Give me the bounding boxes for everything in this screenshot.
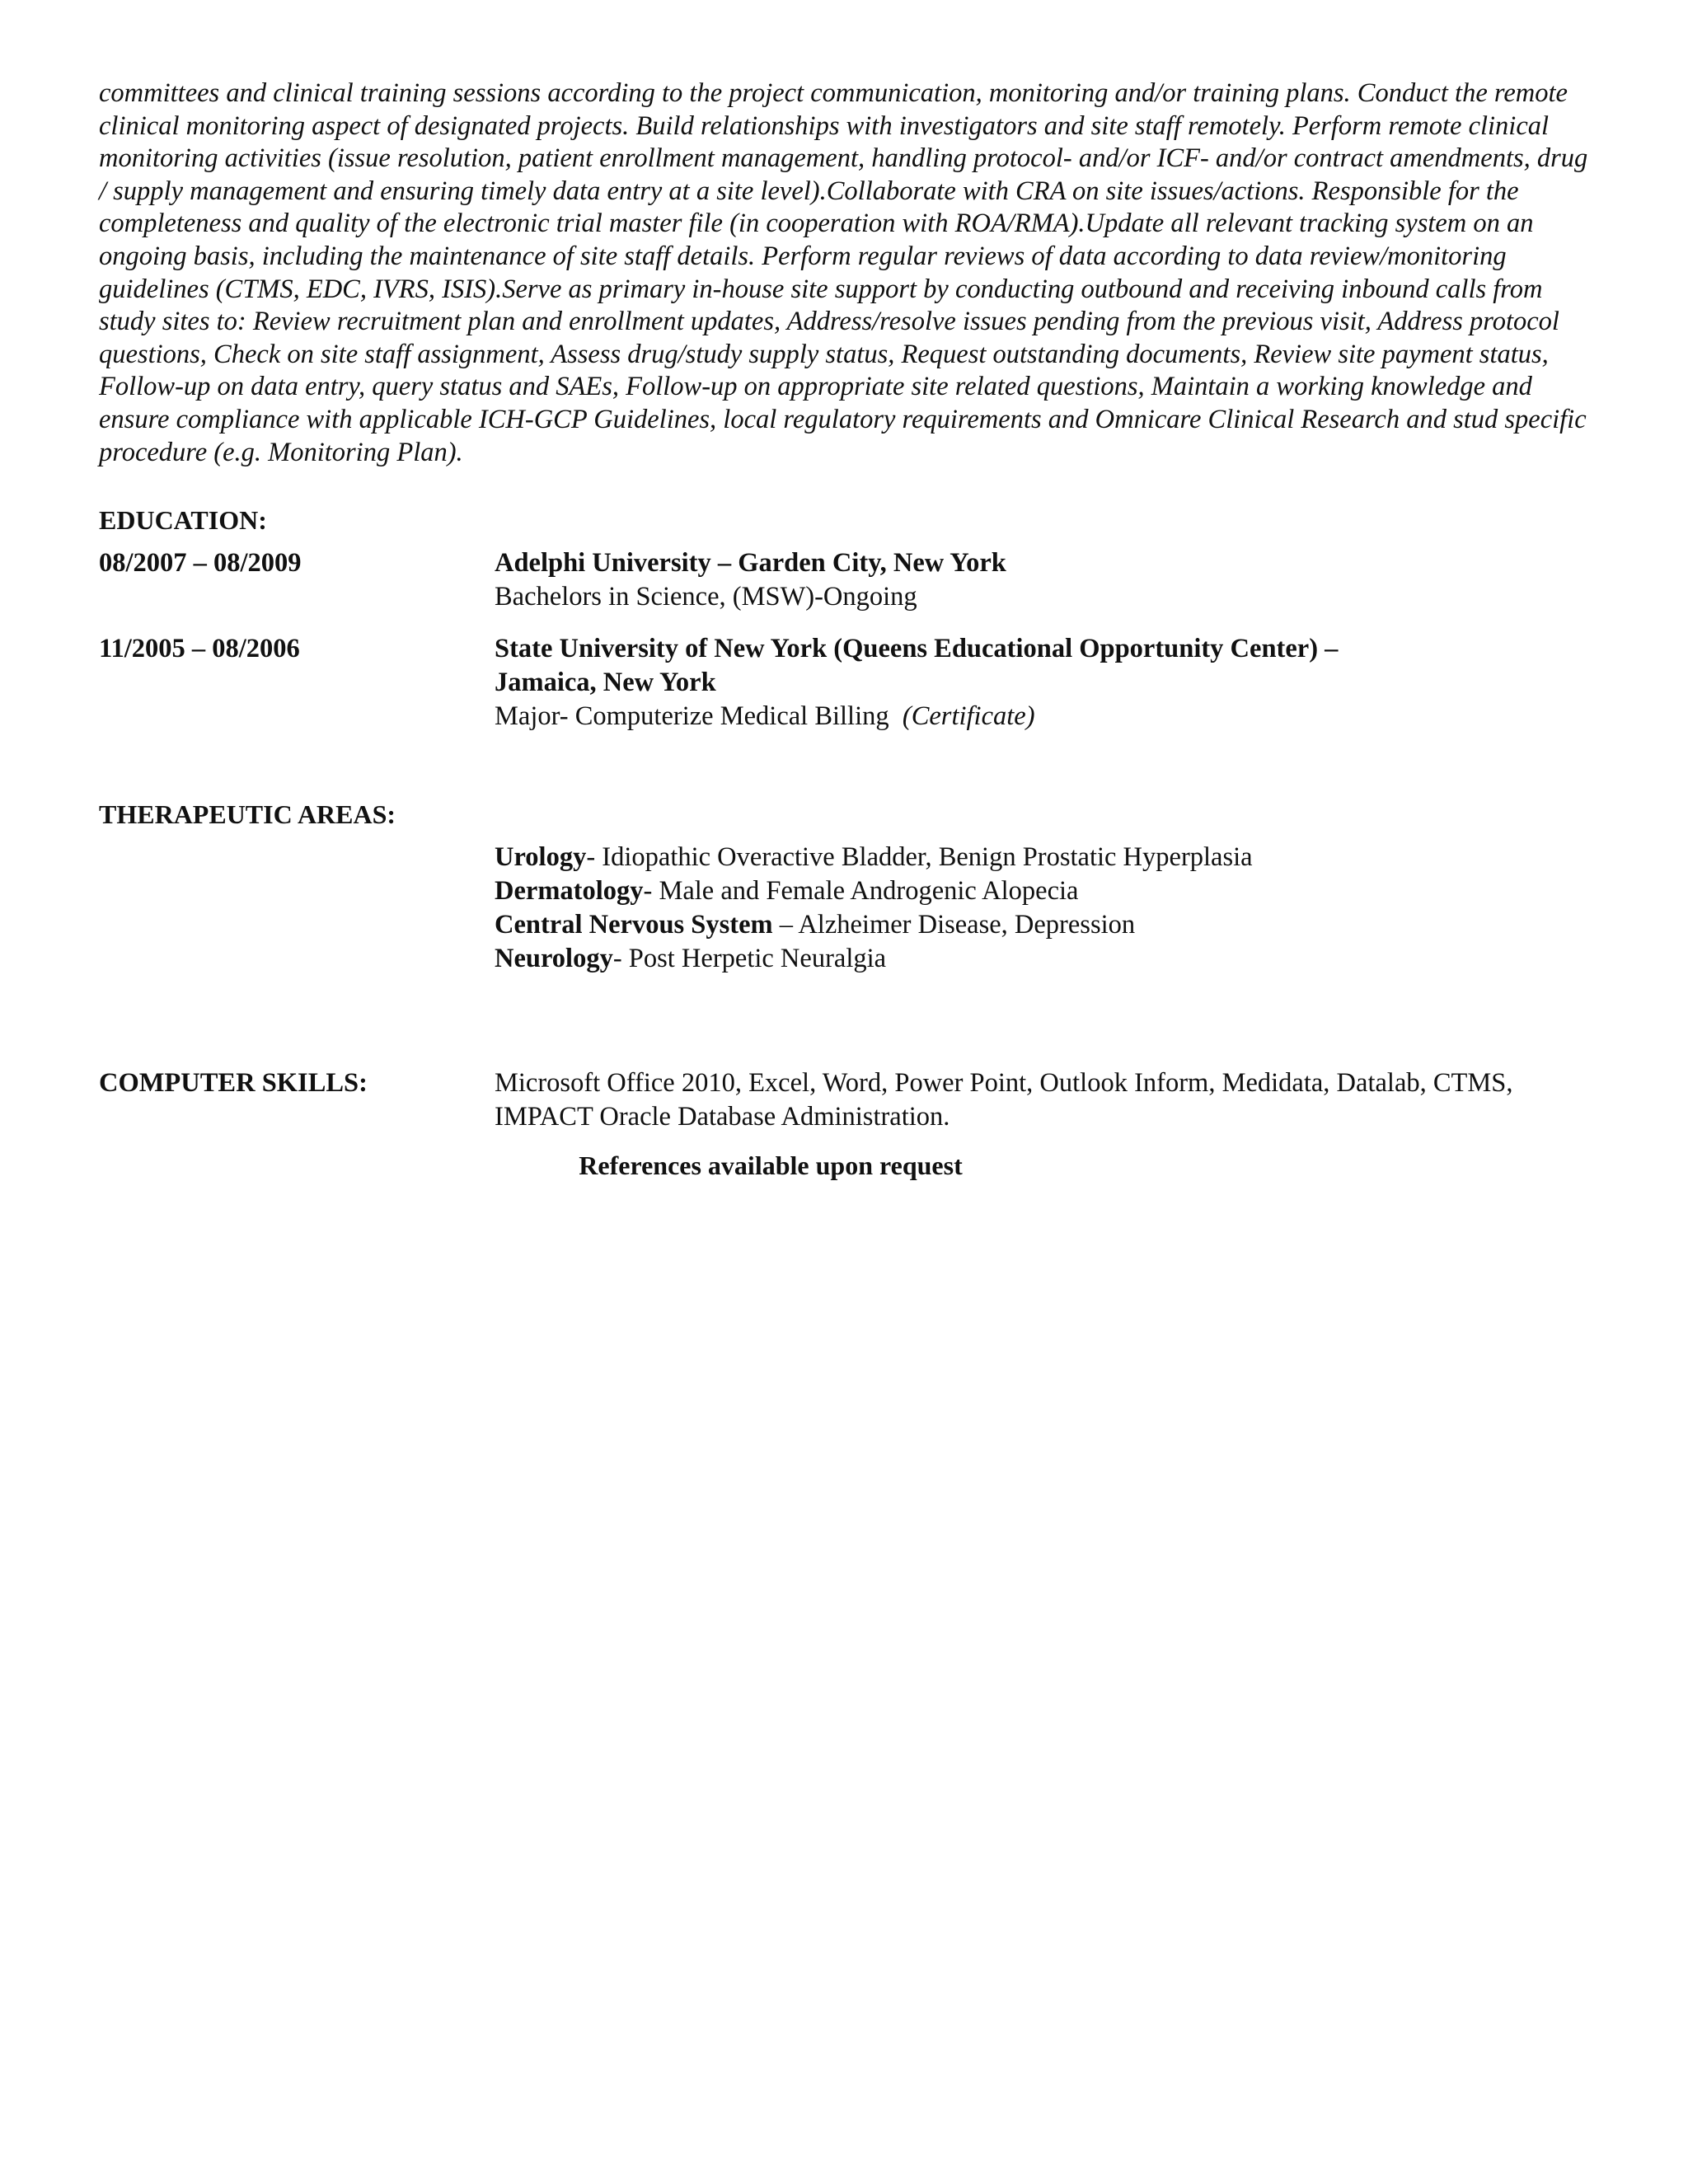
references-note: References available upon request (579, 1151, 963, 1181)
therapeutic-area-description: Male and Female Androgenic Alopecia (659, 876, 1079, 907)
education-institution: Adelphi University – Garden City, New York (495, 548, 1006, 579)
education-details (495, 632, 1360, 733)
therapeutic-area-item: Central Nervous System – Alzheimer Disease, Depression (495, 910, 1136, 940)
therapeutic-areas-heading: THERAPEUTIC AREAS: (99, 799, 396, 830)
education-dates: 11/2005 – 08/2006 (99, 634, 300, 664)
education-details (495, 546, 1591, 614)
education-degree: Bachelors in Science, (MSW)-Ongoing (495, 582, 917, 612)
education-note: (Certificate) (902, 701, 1035, 732)
computer-skills-text: Microsoft Office 2010, Excel, Word, Power Point, Outlook Inform, Medidata, Datalab, CTMS, IMPACT Oracle Database Administration. (495, 1068, 1513, 1132)
education-degree: Major- Computerize Medical Billing (495, 701, 889, 732)
computer-skills-section (99, 1066, 1591, 1134)
therapeutic-areas-list (99, 841, 1591, 976)
therapeutic-area-name: Neurology (495, 944, 613, 974)
therapeutic-area-item: Dermatology- Male and Female Androgenic Alopecia (495, 876, 1079, 907)
therapeutic-area-item: Urology- Idiopathic Overactive Bladder, Benign Prostatic Hyperplasia (495, 842, 1253, 873)
therapeutic-area-name: Urology (495, 842, 587, 873)
therapeutic-area-description: Idiopathic Overactive Bladder, Benign Prostatic Hyperplasia (602, 842, 1253, 873)
resume-page (99, 77, 1591, 1182)
education-entry (99, 632, 1591, 733)
education-heading: EDUCATION: (99, 505, 267, 536)
job-duties-paragraph: committees and clinical training sessions according to the project communication, monitoring and/or training plans. Conduct the remote clinical monitoring aspect of designated projects. Build relationships with investigators and site staff remotely. Perform remote clinical monitoring activities (issue resolution, patient enrollment management, handling protocol- and/or ICF- and/or contract amendments, drug / supply management and ensuring timely data entry at a site level).Collaborate with CRA on site issues/actions. Responsible for the completeness and quality of the electronic trial master file (in cooperation with ROA/RMA).Update all relevant tracking system on an ongoing basis, including the maintenance of site staff details. Perform regular reviews of data according to data review/monitoring guidelines (CTMS, EDC, IVRS, ISIS).Serve as primary in-house site support by conducting outbound and receiving inbound calls from study sites to: Review recruitment plan and enrollment updates, Address/resolve issues pending from the previous visit, Address protocol questions, Check on site staff assignment, Assess drug/study supply status, Request outstanding documents, Review site payment status, Follow-up on data entry, query status and SAEs, Follow-up on appropriate site related questions, Maintain a working knowledge and ensure compliance with applicable ICH-GCP Guidelines, local regulatory requirements and Omnicare Clinical Research and stud specific procedure (e.g. Monitoring Plan). (99, 78, 1588, 467)
therapeutic-area-item: Neurology- Post Herpetic Neuralgia (495, 944, 887, 974)
education-degree-line (495, 700, 1360, 733)
education-dates: 08/2007 – 08/2009 (99, 548, 302, 579)
therapeutic-area-name: Central Nervous System (495, 910, 773, 940)
therapeutic-area-description: Alzheimer Disease, Depression (798, 910, 1136, 940)
computer-skills-heading: COMPUTER SKILLS: (99, 1068, 368, 1099)
education-entry (99, 546, 1591, 614)
education-institution: State University of New York (Queens Educational Opportunity Center) – Jamaica, New York (495, 634, 1339, 698)
therapeutic-area-description: Post Herpetic Neuralgia (628, 944, 887, 974)
therapeutic-area-name: Dermatology (495, 876, 644, 907)
